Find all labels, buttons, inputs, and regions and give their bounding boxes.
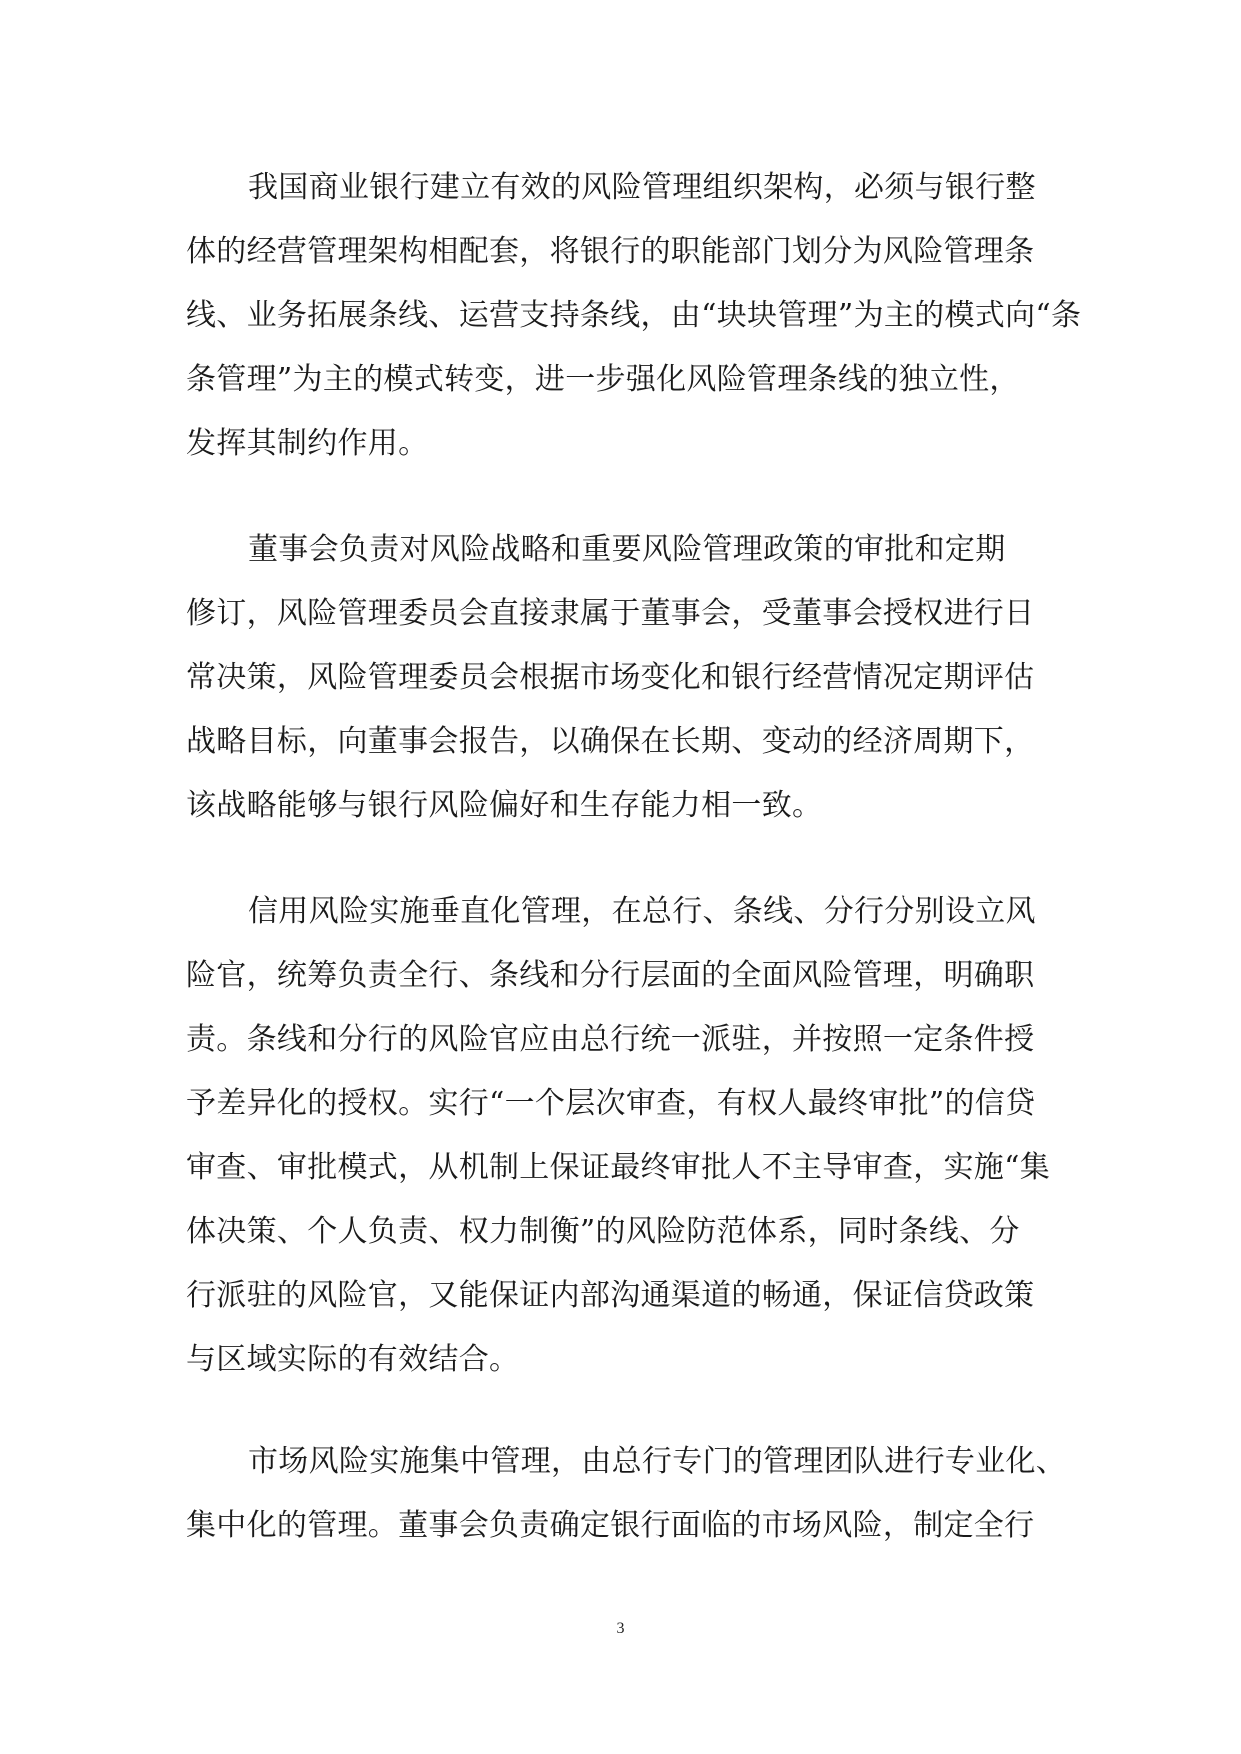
- paragraph-line: 战略目标，向董事会报告，以确保在长期、变动的经济周期下，: [186, 724, 1035, 759]
- paragraph-line: 与区域实际的有效结合。: [186, 1342, 520, 1377]
- paragraph-line: 该战略能够与银行风险偏好和生存能力相一致。: [186, 788, 823, 823]
- paragraph-1: [186, 156, 1082, 476]
- paragraph-line: 我国商业银行建立有效的风险管理组织架构，必须与银行整: [248, 170, 1036, 205]
- paragraph-3: [186, 880, 1060, 1392]
- paragraph-line: 予差异化的授权。实行“一个层次审查，有权人最终审批”的信贷: [186, 1086, 1036, 1121]
- paragraph-2: [186, 518, 1060, 838]
- page-number: 3: [616, 1620, 625, 1637]
- paragraph-line: 集中化的管理。董事会负责确定银行面临的市场风险，制定全行: [186, 1508, 1035, 1543]
- paragraph-line: 体决策、个人负责、权力制衡”的风险防范体系，同时条线、分: [186, 1214, 1020, 1249]
- paragraph-line: 险官，统筹负责全行、条线和分行层面的全面风险管理，明确职: [186, 958, 1035, 993]
- paragraph-line: 信用风险实施垂直化管理，在总行、条线、分行分别设立风: [248, 894, 1036, 929]
- paragraph-line: 董事会负责对风险战略和重要风险管理政策的审批和定期: [248, 532, 1006, 567]
- paragraph-line: 修订，风险管理委员会直接隶属于董事会，受董事会授权进行日: [186, 596, 1035, 631]
- paragraph-line: 发挥其制约作用。: [186, 426, 429, 461]
- paragraph-line: 体的经营管理架构相配套，将银行的职能部门划分为风险管理条: [186, 234, 1035, 269]
- paragraph-line: 审查、审批模式，从机制上保证最终审批人不主导审查，实施“集: [186, 1150, 1051, 1185]
- paragraph-line: 行派驻的风险官，又能保证内部沟通渠道的畅通，保证信贷政策: [186, 1278, 1035, 1313]
- paragraph-line: 常决策，风险管理委员会根据市场变化和银行经营情况定期评估: [186, 660, 1035, 695]
- paragraph-line: 市场风险实施集中管理，由总行专门的管理团队进行专业化、: [248, 1444, 1067, 1479]
- paragraph-line: 线、业务拓展条线、运营支持条线，由“块块管理”为主的模式向“条: [186, 298, 1082, 333]
- paragraph-line: 责。条线和分行的风险官应由总行统一派驻，并按照一定条件授: [186, 1022, 1035, 1057]
- paragraph-4: [186, 1430, 1067, 1558]
- paragraph-line: 条管理”为主的模式转变，进一步强化风险管理条线的独立性，: [186, 362, 1020, 397]
